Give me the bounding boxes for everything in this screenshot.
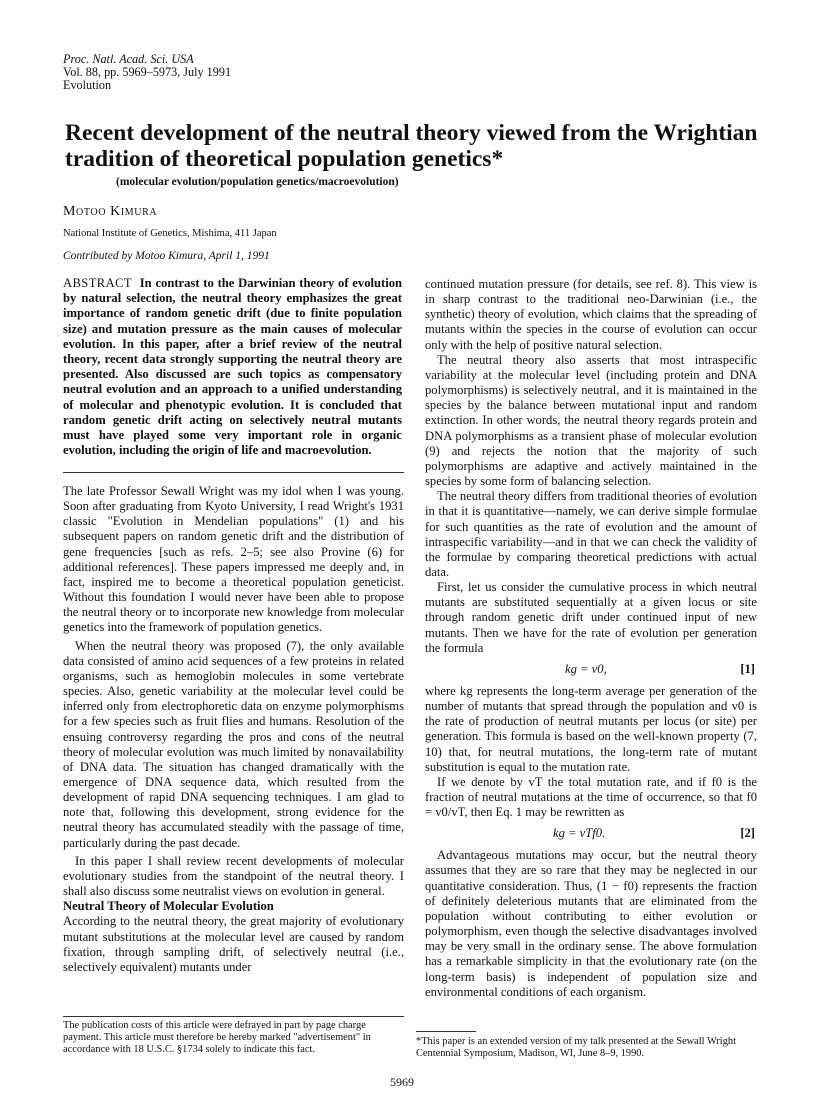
journal-section: Evolution xyxy=(63,78,112,92)
intro-paragraph-1: The late Professor Sewall Wright was my idol when I was young. Soon after graduating from Kyoto University, I read Wright's 1931 classic "Evolution in Mendelian populations" (1) and his subsequent papers on random genetic drift and the distribution of gene frequencies [such as refs. 2–5; see also Provine (6) for additional references]. These papers impressed me deeply and, in fact, inspired me to become a theoretical population geneticist. Without this foundation I would never have been able to propose the neutral theory or to incorporate new knowledge from molecular genetics into the framework of population genetics. xyxy=(63,484,404,635)
left-column xyxy=(63,484,404,975)
paper-title: Recent development of the neutral theory viewed from the Wrightian tradition of theoretical population genetics* xyxy=(65,120,758,172)
right-paragraph-6: If we denote by vT the total mutation rate, and if f0 is the fraction of neutral mutations at the time of occurrence, so that f0 = v0/vT, then Eq. 1 may be rewritten as xyxy=(425,774,757,820)
abstract-rule xyxy=(63,472,404,473)
equation-1-number: [1] xyxy=(740,661,755,676)
right-paragraph-5: where kg represents the long-term average per generation of the number of mutants that spread through the population and v0 is the rate of production of neutral mutants per locus (or site) per generation. This formula is based on the well-known property (7, 10) that, for neutral mutations, the long-term rate of mutant substitution is equal to the mutation rate. xyxy=(425,683,757,774)
equation-2-formula: kg = vTf0. xyxy=(553,826,606,841)
equation-2-number: [2] xyxy=(740,826,755,841)
abstract-text: In contrast to the Darwinian theory of evolution by natural selection, the neutral theory emphasizes the great importance of random genetic drift (due to finite population size) and mutation pressure as the main causes of molecular evolution. In this paper, after a brief review of the neutral theory, recent data strongly supporting the neutral theory are presented. Also discussed are such topics as compensatory neutral evolution and an approach to a unified understanding of molecular and phenotypic evolution. It is concluded that random genetic drift acting on selectively neutral mutants must have played some very important role in organic evolution, including the origin of life and macroevolution. xyxy=(63,276,402,458)
right-paragraph-4: First, let us consider the cumulative process in which neutral mutants are substituted sequentially at a given locus or site through random genetic drift under continued input of new mutants. Then we have for the rate of evolution per generation the formula xyxy=(425,580,757,655)
right-paragraph-1: continued mutation pressure (for details, see ref. 8). This view is in sharp contrast to the traditional neo-Darwinian (i.e., the synthetic) theory of evolution, which claims that the spreading of mutants within the species in the course of evolution can occur only with the help of positive natural selection. xyxy=(425,277,757,352)
right-paragraph-7: Advantageous mutations may occur, but the neutral theory assumes that they are so rare that they may be neglected in our quantitative consideration. Thus, (1 − f0) represents the fraction of definitely deleterious mutants that are eliminated from the population without contributing to either evolution or polymorphism, even though the selective disadvantages involved may be very small in the ordinary sense. The above formulation has a remarkable simplicity in that the evolutionary rate (on the long-term basis) is independent of population size and environmental conditions of each organism. xyxy=(425,848,757,999)
contributed-by: Contributed by Motoo Kimura, April 1, 1991 xyxy=(63,250,270,262)
page-number: 5969 xyxy=(390,1075,414,1089)
intro-paragraph-2: When the neutral theory was proposed (7), the only available data consisted of amino acid sequences of a few proteins in related organisms, such as hemoglobin molecules in some vertebrate species. Also, genetic variability at the molecular level could be inferred only from electrophoretic data on enzyme polymorphisms for a few species such as fruit flies and humans. Resolution of the ensuing controversy regarding the pros and cons of the neutral theory of molecular evolution was much limited by nonavailability of DNA data. The situation has changed dramatically with the emergence of DNA sequence data, which resulted from the development of rapid DNA sequencing techniques. I am glad to note that, following this development, strong evidence for the neutral theory has accumulated steadily with the passage of time, particularly during the past decade. xyxy=(63,638,404,850)
right-paragraph-3: The neutral theory differs from traditional theories of evolution in that it is quantitative—namely, we can derive simple formulae for such quantities as the rate of evolution and the amount of intraspecific variability—and in that we can check the validity of the formulae by comparing theoretical predictions with actual data. xyxy=(425,489,757,579)
footnote-rule-left xyxy=(63,1016,404,1017)
abstract xyxy=(63,276,402,458)
journal-volume: Vol. 88, pp. 5969–5973, July 1991 xyxy=(63,65,232,79)
section-heading: Neutral Theory of Molecular Evolution xyxy=(63,899,274,914)
journal-name: Proc. Natl. Acad. Sci. USA xyxy=(63,52,194,66)
equation-2 xyxy=(425,820,757,848)
footnote-symposium: *This paper is an extended version of my talk presented at the Sewall Wright Centennial Symposium, Madison, WI, June 8–9, 1990. xyxy=(416,1036,736,1059)
author: Motoo Kimura xyxy=(63,204,158,219)
equation-1-formula: kg = v0, xyxy=(565,661,607,676)
footnote-publication: The publication costs of this article were defrayed in part by page charge payment. This article must therefore be hereby marked "advertisement" in accordance with 18 U.S.C. §1734 solely to indicate this fact. xyxy=(63,1020,371,1055)
abstract-label: ABSTRACT xyxy=(63,276,132,290)
intro-paragraph-3: In this paper I shall review recent developments of molecular evolutionary studies from the standpoint of the neutral theory. I shall also discuss some neutralist views on evolution in general. xyxy=(63,853,404,899)
footnote-rule-right xyxy=(416,1031,476,1032)
keywords: (molecular evolution/population genetics/macroevolution) xyxy=(116,176,399,188)
right-column xyxy=(425,277,757,1000)
section-paragraph-1: According to the neutral theory, the great majority of evolutionary mutant substitutions at the molecular level are caused by random fixation, through sampling drift, of selectively neutral (i.e., selectively equivalent) mutants under xyxy=(63,914,404,974)
right-paragraph-2: The neutral theory also asserts that most intraspecific variability at the molecular level (including protein and DNA polymorphisms) is selectively neutral, and it is maintained in the species by the balance between mutational input and random extinction. In other words, the neutral theory regards protein and DNA polymorphisms as a transient phase of molecular evolution (9) and rejects the notion that the majority of such polymorphisms are adaptive and actively maintained in the species by some form of balancing selection. xyxy=(425,352,757,489)
equation-1 xyxy=(425,656,757,684)
journal-header xyxy=(63,53,231,92)
institution: National Institute of Genetics, Mishima, 411 Japan xyxy=(63,228,277,239)
